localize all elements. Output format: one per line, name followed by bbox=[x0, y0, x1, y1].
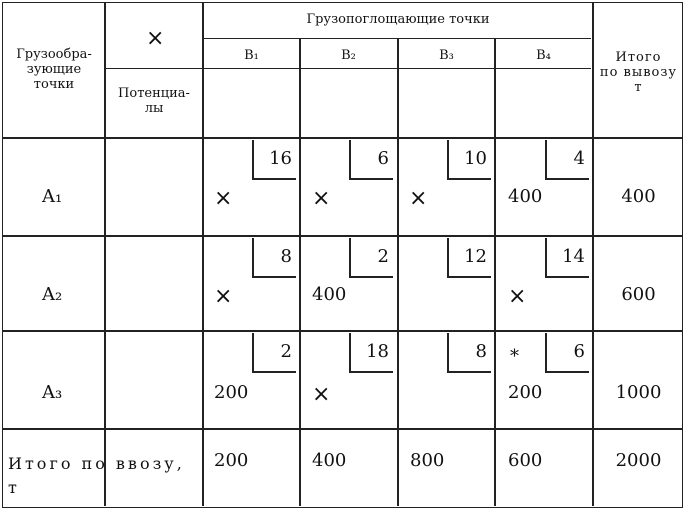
import-value: 200 bbox=[214, 450, 249, 471]
shipment-value: 400 bbox=[312, 284, 347, 305]
rule bbox=[299, 38, 301, 506]
cross-icon: × bbox=[409, 186, 428, 211]
rule bbox=[202, 2, 204, 506]
cross-icon: × bbox=[214, 284, 233, 309]
rule bbox=[105, 68, 203, 69]
row-label-a3: A₃ bbox=[42, 382, 63, 403]
shipment-value: 200 bbox=[508, 382, 543, 403]
consumer-b1: B₁ bbox=[244, 48, 259, 63]
consumer-b2: B₂ bbox=[341, 48, 356, 63]
cost-box: 2 bbox=[252, 333, 296, 373]
cost-box: 6 bbox=[349, 140, 393, 180]
cost-box: 8 bbox=[252, 238, 296, 278]
row-label-a1: A₁ bbox=[42, 186, 63, 207]
import-total-label: Итого по ввозу, т bbox=[8, 454, 185, 497]
cost-box: 6 bbox=[545, 333, 589, 373]
cost-box: 2 bbox=[349, 238, 393, 278]
cost-box: 10 bbox=[447, 140, 491, 180]
potentials-header: Потенциа- лы bbox=[118, 86, 190, 116]
cost-box: 4 bbox=[545, 140, 589, 180]
rule bbox=[104, 2, 106, 506]
cost-box: 14 bbox=[545, 238, 589, 278]
cross-icon: × bbox=[508, 284, 527, 309]
cost-box: 12 bbox=[447, 238, 491, 278]
shipment-value: 200 bbox=[214, 382, 249, 403]
cross-icon: × bbox=[312, 186, 331, 211]
star-mark: * bbox=[510, 346, 519, 367]
consumer-b4: B₄ bbox=[536, 48, 551, 63]
rule bbox=[494, 38, 496, 506]
cost-box: 8 bbox=[447, 333, 491, 373]
cost-box: 16 bbox=[252, 140, 296, 180]
import-value: 400 bbox=[312, 450, 347, 471]
row-total: 600 bbox=[621, 284, 656, 305]
row-total: 400 bbox=[621, 186, 656, 207]
cost-box: 18 bbox=[349, 333, 393, 373]
import-value: 800 bbox=[410, 450, 445, 471]
rule bbox=[397, 38, 399, 506]
row-total: 1000 bbox=[615, 382, 662, 403]
cross-icon: × bbox=[312, 382, 331, 407]
grand-total: 2000 bbox=[615, 450, 662, 471]
consumer-b3: B₃ bbox=[439, 48, 454, 63]
corner-cross-icon: × bbox=[146, 26, 165, 51]
shipment-value: 400 bbox=[508, 186, 543, 207]
suppliers-header: Грузообра- зующие точки bbox=[16, 47, 92, 92]
consumers-header: Грузопоглощающие точки bbox=[306, 12, 490, 27]
total-export-header: Итого по вывозу т bbox=[599, 50, 678, 95]
import-value: 600 bbox=[508, 450, 543, 471]
cross-icon: × bbox=[214, 186, 233, 211]
row-label-a2: A₂ bbox=[42, 284, 63, 305]
